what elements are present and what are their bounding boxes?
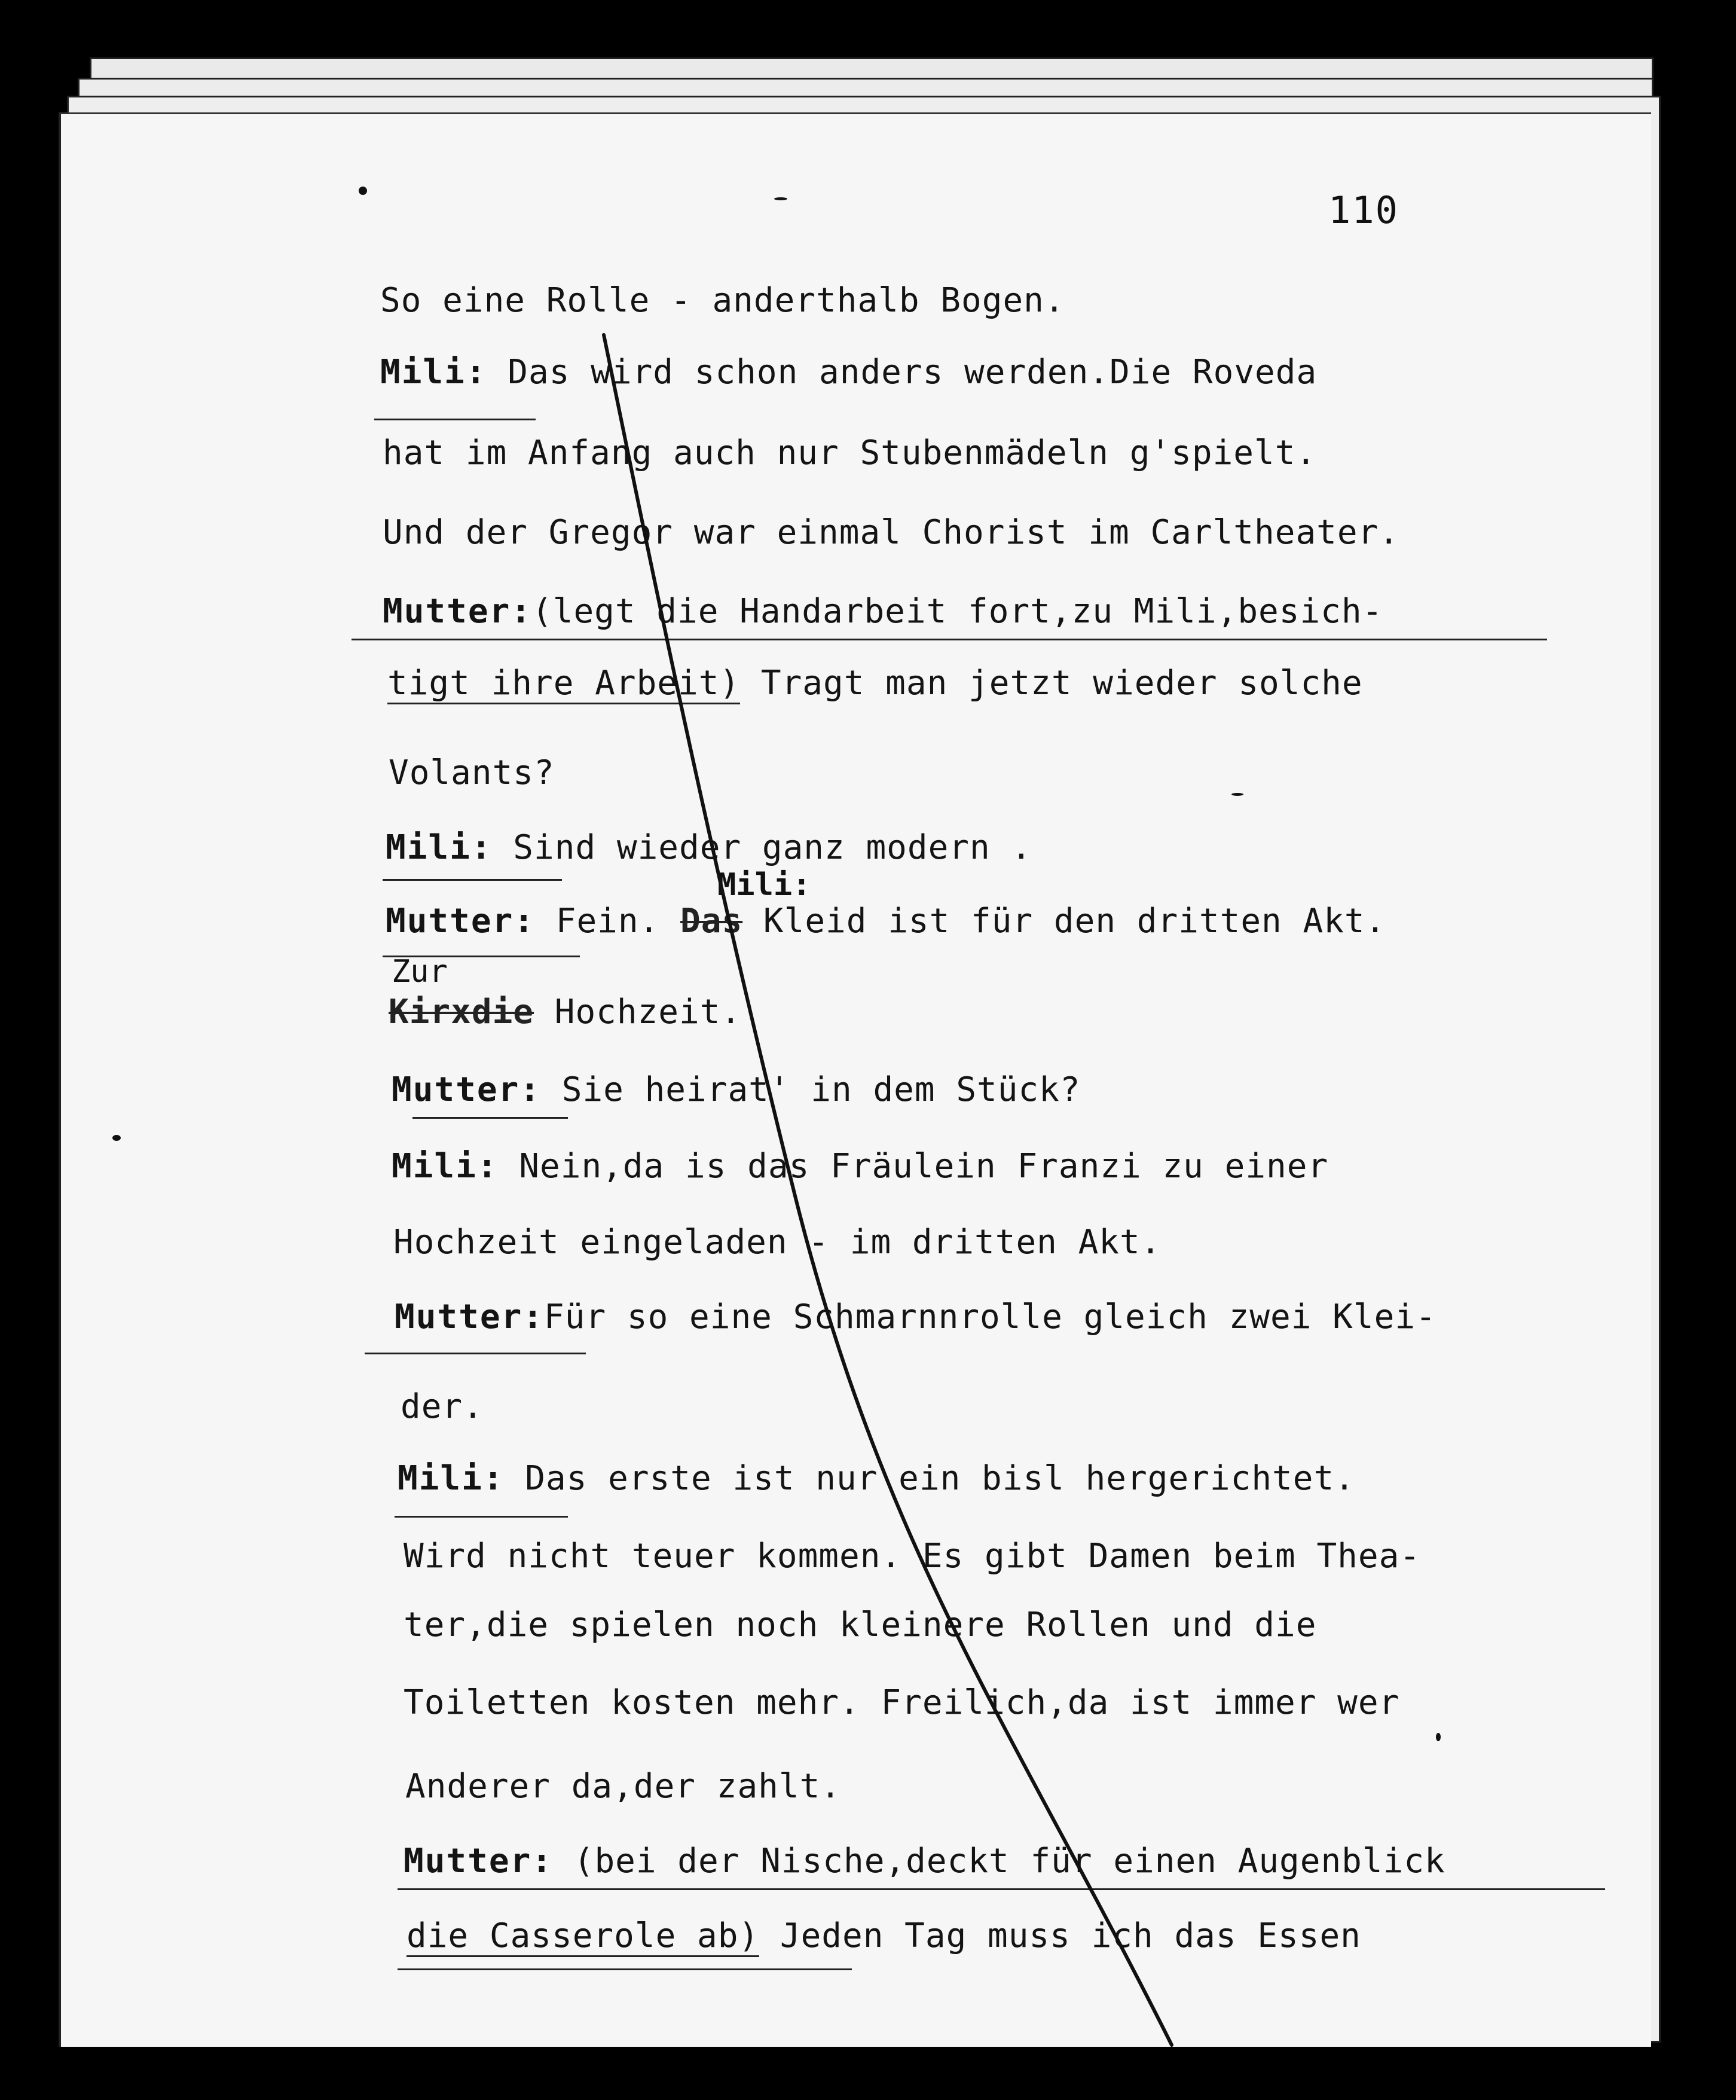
line-text: Kleid ist für den dritten Akt. bbox=[742, 902, 1386, 941]
line-text: Hochzeit. bbox=[534, 993, 742, 1031]
ink-speck bbox=[359, 187, 367, 195]
speaker-label: Mutter: bbox=[392, 1070, 542, 1109]
line-text: der. bbox=[401, 1387, 484, 1426]
struck-text: Das bbox=[680, 902, 743, 941]
speaker-label: Mili: bbox=[380, 353, 487, 392]
line-text: Sie heirat' in dem Stück? bbox=[541, 1070, 1081, 1109]
stage-direction: (legt die Handarbeit fort,zu Mili,besich- bbox=[532, 592, 1383, 631]
stage-direction: die Casserole ab) bbox=[407, 1916, 759, 1957]
struck-text: Kirxdie bbox=[389, 993, 534, 1031]
line-text: Wird nicht teuer kommen. Es gibt Damen beim Thea- bbox=[404, 1537, 1421, 1576]
ink-speck bbox=[774, 197, 787, 200]
speaker-label: Mili: bbox=[398, 1459, 505, 1498]
ink-speck bbox=[112, 1135, 121, 1141]
line-text: Nein,da is das Fräulein Franzi zu einer bbox=[498, 1147, 1329, 1186]
line-text: Sind wieder ganz modern . bbox=[492, 828, 1032, 867]
handwritten-insert-zur: Zur bbox=[392, 954, 448, 990]
line-text: ter,die spielen noch kleinere Rollen und die bbox=[404, 1605, 1317, 1644]
line-text: Jeden Tag muss ich das Essen bbox=[759, 1916, 1361, 1955]
line-text: Toiletten kosten mehr. Freilich,da ist immer wer bbox=[404, 1683, 1400, 1722]
line-text: So eine Rolle - anderthalb Bogen. bbox=[380, 281, 1065, 320]
page-number: 110 bbox=[1328, 188, 1399, 232]
speaker-label: Mutter: bbox=[386, 902, 536, 941]
speaker-label: Mutter: bbox=[395, 1298, 545, 1336]
speaker-label: Mili: bbox=[386, 828, 493, 867]
stage-direction: tigt ihre Arbeit) bbox=[387, 664, 740, 704]
line-text: Tragt man jetzt wieder solche bbox=[740, 664, 1363, 703]
line-text: hat im Anfang auch nur Stubenmädeln g'spielt. bbox=[383, 434, 1317, 472]
line-text: Das erste ist nur ein bisl hergerichtet. bbox=[504, 1459, 1355, 1498]
handwritten-insert-mili: Mili: bbox=[717, 867, 811, 903]
speaker-label: Mili: bbox=[392, 1147, 499, 1186]
line-text: Anderer da,der zahlt. bbox=[405, 1767, 842, 1806]
speaker-label: Mutter: bbox=[383, 592, 533, 631]
line-text: Für so eine Schmarnnrolle gleich zwei Klei- bbox=[544, 1298, 1437, 1336]
line-text: Und der Gregor war einmal Chorist im Carltheater. bbox=[383, 513, 1400, 552]
line-text: Hochzeit eingeladen - im dritten Akt. bbox=[393, 1223, 1162, 1262]
line-text: Das wird schon anders werden.Die Roveda bbox=[487, 353, 1318, 392]
line-text: Fein. bbox=[535, 902, 681, 941]
speaker-label: Mutter: bbox=[404, 1842, 554, 1881]
ink-speck bbox=[1436, 1733, 1441, 1741]
stage-direction: (bei der Nische,deckt für einen Augenblick bbox=[553, 1842, 1445, 1881]
line-text: Volants? bbox=[389, 753, 555, 792]
ink-speck bbox=[1231, 793, 1243, 796]
